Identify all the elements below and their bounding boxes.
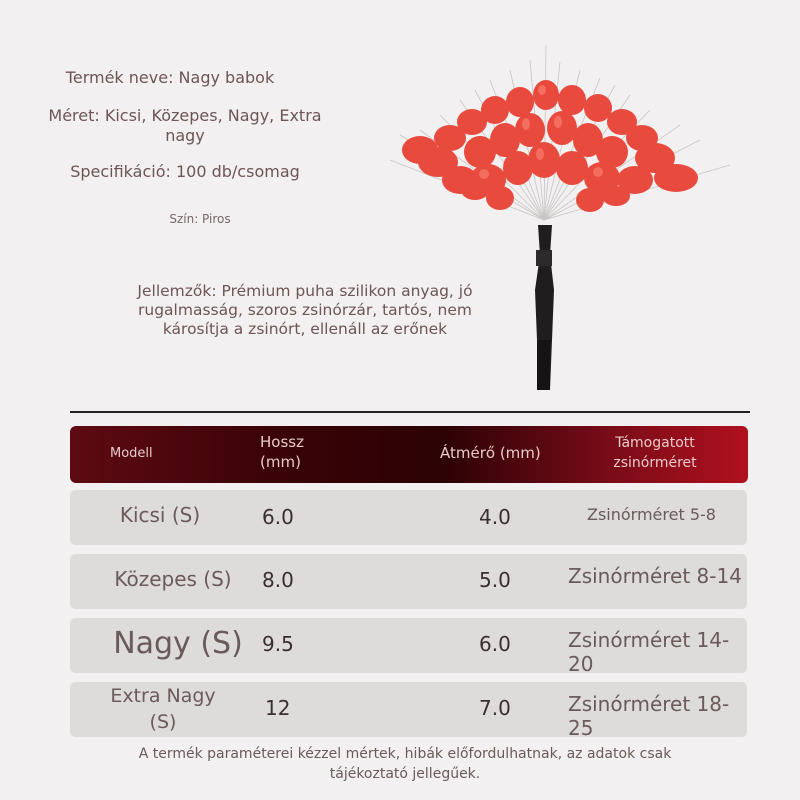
row-length: 8.0 [262, 568, 294, 592]
row-length: 6.0 [262, 505, 294, 529]
row-diameter: 7.0 [479, 696, 511, 720]
row-diameter: 5.0 [479, 568, 511, 592]
product-spec: Specifikáció: 100 db/csomag [70, 162, 300, 181]
footnote: A termék paraméterei kézzel mértek, hibák előfordulhatnak, az adatok csak tájékoztató jellegűek. [138, 746, 672, 782]
table-row [70, 618, 747, 676]
row-model: Nagy (S) [113, 626, 243, 661]
product-color: Szín: Piros [169, 212, 231, 226]
header-line-size: Támogatott zsinórméret [613, 435, 697, 471]
row-line-size: Zsinórméret 18-25 [568, 692, 730, 740]
header-model: Modell [110, 446, 153, 461]
row-length: 12 [265, 696, 291, 720]
table-row [70, 490, 747, 545]
product-sizes: Méret: Kicsi, Közepes, Nagy, Extra nagy [48, 106, 322, 145]
row-model: Extra Nagy (S) [110, 685, 216, 733]
row-diameter: 4.0 [479, 505, 511, 529]
row-line-size: Zsinórméret 5-8 [587, 505, 716, 524]
red-beads [402, 80, 698, 212]
row-line-size: Zsinórméret 8-14 [568, 564, 742, 588]
row-length: 9.5 [262, 632, 294, 656]
row-model: Kicsi (S) [119, 503, 201, 527]
row-diameter: 6.0 [479, 632, 511, 656]
table-row [70, 554, 747, 609]
row-model: Közepes (S) [114, 567, 232, 591]
row-line-size: Zsinórméret 14-20 [568, 628, 730, 676]
black-holder [535, 225, 554, 390]
product-features: Jellemzők: Prémium puha szilikon anyag, jó rugalmasság, szoros zsinórzár, tartós, nem károsítja a zsinórt, ellenáll az erőnek [137, 282, 473, 338]
header-length: Hossz (mm) [260, 433, 304, 471]
table-row [70, 682, 747, 740]
product-name: Termék neve: Nagy babok [65, 68, 275, 87]
header-diameter: Átmérő (mm) [440, 444, 541, 462]
section-divider [70, 411, 750, 413]
bead-bundle-image [380, 40, 740, 400]
table-header [70, 426, 748, 483]
